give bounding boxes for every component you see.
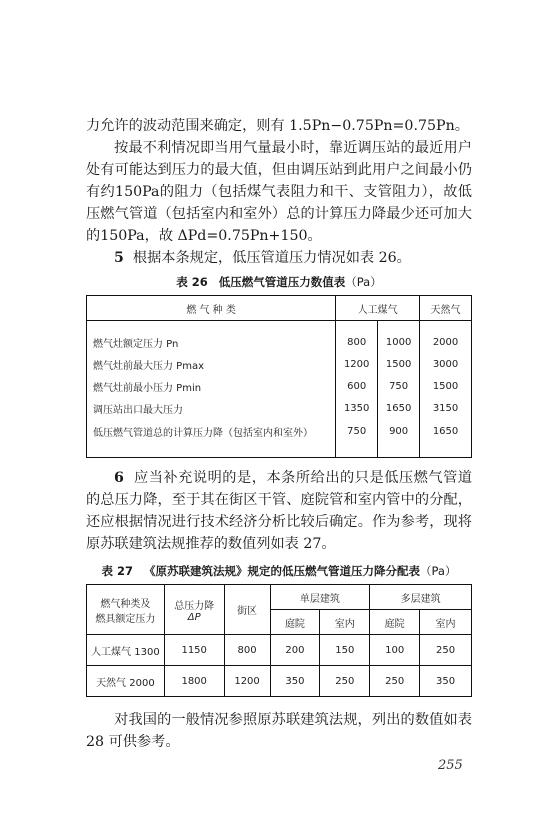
row-label: 燃气灶前最小压力 Pmin: [93, 383, 202, 395]
header-total-drop: [164, 585, 224, 635]
cell-value: 1200: [224, 666, 270, 697]
header-line: 总压力降: [174, 600, 215, 612]
table-27: [86, 584, 472, 697]
cell-value: 250: [420, 635, 472, 666]
cell-value: 1650: [378, 398, 420, 420]
cell-value: 1150: [164, 635, 224, 666]
header-line: 燃气种类及: [100, 598, 151, 610]
row-label: 天然气 2000: [87, 666, 165, 697]
cell-value: 750: [336, 420, 378, 458]
cell-value: 350: [420, 666, 472, 697]
header-artificial-gas: 人工煤气: [336, 296, 420, 321]
header-indoor: 室内: [420, 610, 472, 635]
table-row: [87, 398, 472, 420]
header-yard: 庭院: [270, 610, 320, 635]
paragraph-text: 按最不利情况即当用气量最小时，靠近调压站的最近用户处有可能达到压力的最大值，但由调压站到此用户之间最小仍有约150Pa的阻力（包括煤气表阻力和干、支管阻力），故低压燃气管道（包括室内和室外）总的计算压力降最少还可加大的150Pa，故 ΔPd=0.75Pn+150。: [86, 140, 472, 244]
cell-value: 1650: [420, 420, 472, 458]
row-label: 人工煤气 1300: [87, 635, 165, 666]
paragraph-worst-case: [86, 137, 472, 247]
page-number: 255: [438, 758, 463, 773]
cell-value: 1800: [164, 666, 224, 697]
paragraph-text: 对我国的一般情况参照原苏联建筑法规，列出的数值如表 28 可供参考。: [86, 712, 472, 750]
header-street: 街区: [224, 585, 270, 635]
header-gas-type: [87, 585, 165, 635]
paragraph-reference: [86, 709, 472, 753]
table-row: [87, 354, 472, 376]
table-header-row: [87, 296, 472, 321]
row-label: 调压站出口最大压力: [93, 405, 183, 417]
cell-value: 600: [336, 376, 378, 398]
table-row: [87, 666, 472, 697]
cell-value: 900: [378, 420, 420, 458]
table-row: [87, 376, 472, 398]
cell-value: 800: [224, 635, 270, 666]
cell-value: 750: [378, 376, 420, 398]
row-label: 燃气灶额定压力 Pn: [93, 339, 179, 351]
header-multi-story: 多层建筑: [370, 585, 472, 610]
table-header-row: [87, 585, 472, 610]
header-yard: 庭院: [370, 610, 420, 635]
cell-value: 1350: [336, 398, 378, 420]
table-26: [86, 295, 472, 458]
row-label: 低压燃气管道总的计算压力降（包括室内和室外）: [93, 427, 313, 439]
cell-value: 2000: [420, 321, 472, 354]
header-line: ΔP: [187, 611, 201, 623]
table-row: [87, 635, 472, 666]
cell-value: 3000: [420, 354, 472, 376]
cell-value: 800: [336, 321, 378, 354]
paragraph-continuation: [86, 115, 472, 137]
header-indoor: 室内: [320, 610, 370, 635]
cell-value: 250: [320, 666, 370, 697]
caption-number: 表 27: [101, 564, 134, 578]
caption-title: 低压燃气管道压力数值表: [218, 275, 346, 289]
paragraph-text: 力允许的波动范围来确定，则有 1.5Pn−0.75Pn=0.75Pn。: [86, 118, 469, 134]
table-26-caption: [86, 274, 472, 290]
header-line: 燃具额定压力: [95, 613, 156, 625]
cell-value: 3150: [420, 398, 472, 420]
cell-value: 150: [320, 635, 370, 666]
table-row: [87, 321, 472, 354]
caption-number: 表 26: [176, 275, 208, 289]
paragraph-item-5: [86, 247, 472, 269]
item-number: 6: [114, 470, 124, 486]
header-gas-type: 燃 气 种 类: [87, 296, 336, 321]
cell-value: 200: [270, 635, 320, 666]
cell-value: 1500: [420, 376, 472, 398]
paragraph-text: 根据本条规定，低压管道压力情况如表 26。: [132, 250, 411, 266]
caption-unit: （Pa）: [345, 275, 382, 289]
cell-value: 350: [270, 666, 320, 697]
cell-value: 250: [370, 666, 420, 697]
header-single-story: 单层建筑: [270, 585, 370, 610]
caption-title: 《原苏联建筑法规》规定的低压燃气管道压力降分配表: [144, 564, 420, 578]
caption-unit: （Pa）: [420, 564, 457, 578]
item-number: 5: [114, 250, 124, 266]
cell-value: 1200: [336, 354, 378, 376]
row-label: 燃气灶前最大压力 Pmax: [93, 361, 204, 373]
table-row: [87, 420, 472, 458]
cell-value: 1000: [378, 321, 420, 354]
header-natural-gas: 天然气: [420, 296, 472, 321]
table-27-caption: [86, 563, 472, 579]
paragraph-text: 应当补充说明的是，本条所给出的只是低压燃气管道的总压力降，至于其在街区干管、庭院管和室内管中的分配，还应根据情况进行技术经济分析比较后确定。作为参考，现将原苏联建筑法规推荐的数值列如表 27。: [86, 470, 472, 552]
cell-value: 100: [370, 635, 420, 666]
document-page: [86, 0, 472, 822]
paragraph-item-6: [86, 467, 472, 555]
cell-value: 1500: [378, 354, 420, 376]
